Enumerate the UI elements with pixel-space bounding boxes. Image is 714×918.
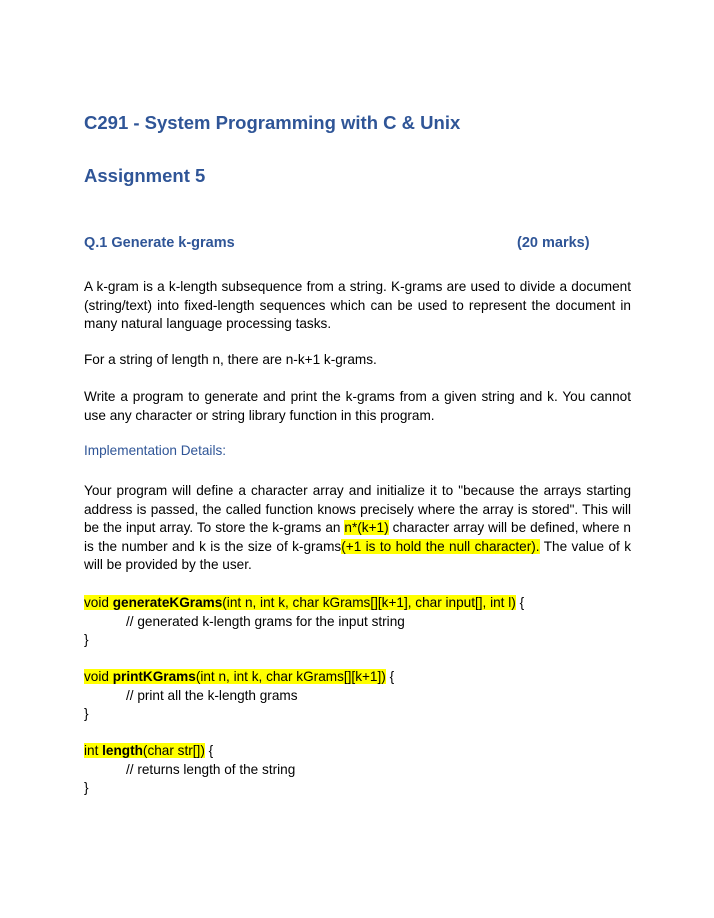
impl-text-a: Your program will define a character array and initialize it to "because the arrays starting address is passed, the called function knows precisely where the array is stored". This will be the input array. To store the k-grams an xyxy=(84,483,631,536)
function-params: (char str[]) xyxy=(142,743,205,758)
impl-highlight-null-note: (+1 is to hold the null character). xyxy=(341,538,540,554)
function-close-brace: } xyxy=(84,632,89,648)
function-close-brace: } xyxy=(84,706,89,722)
function-block-generate xyxy=(84,594,631,650)
function-block-length xyxy=(84,742,631,798)
assignment-title: Assignment 5 xyxy=(84,165,206,186)
function-signature xyxy=(84,742,631,761)
function-params: (int n, int k, char kGrams[][k+1], char input[], int l) xyxy=(222,595,516,610)
function-return-type: int xyxy=(84,743,103,758)
function-signature xyxy=(84,668,631,687)
function-block-print xyxy=(84,668,631,724)
question-marks: (20 marks) xyxy=(517,235,590,251)
impl-highlight-array-size: n*(k+1) xyxy=(344,520,389,536)
function-comment: // print all the k-length grams xyxy=(126,687,298,703)
course-title: C291 - System Programming with C & Unix xyxy=(84,112,461,133)
function-close-brace: } xyxy=(84,780,89,796)
function-comment: // returns length of the string xyxy=(126,761,296,777)
function-return-type: void xyxy=(84,669,113,684)
kgram-count-paragraph: For a string of length n, there are n-k+1 k-grams. xyxy=(84,352,377,367)
function-params: (int n, int k, char kGrams[][k+1]) xyxy=(195,669,386,684)
task-paragraph: Write a program to generate and print the k-grams from a given string and k. You cannot use any character or string library function in this program. xyxy=(84,389,631,423)
function-name: length xyxy=(102,743,143,758)
function-comment: // generated k-length grams for the input string xyxy=(126,613,405,629)
function-open-brace: { xyxy=(385,669,395,684)
function-open-brace: { xyxy=(204,743,214,758)
function-name: generateKGrams xyxy=(112,595,223,610)
question-label: Q.1 Generate k-grams xyxy=(84,235,235,251)
question-heading-row xyxy=(84,235,631,251)
function-open-brace: { xyxy=(515,595,525,610)
kgram-definition-paragraph: A k-gram is a k-length subsequence from a string. K-grams are used to divide a document (string/text) into fixed-length sequences which can be used to represent the document in many natural language processing tasks. xyxy=(84,279,631,332)
implementation-heading: Implementation Details: xyxy=(84,443,227,458)
function-return-type: void xyxy=(84,595,113,610)
implementation-paragraph xyxy=(84,482,631,575)
function-name: printKGrams xyxy=(112,669,196,684)
impl-text-c: The value of k will be provided by the user. xyxy=(84,538,631,573)
impl-text-b: character array will be defined, where n is the number and k is the size of k-grams xyxy=(84,520,631,554)
function-signature xyxy=(84,594,631,613)
